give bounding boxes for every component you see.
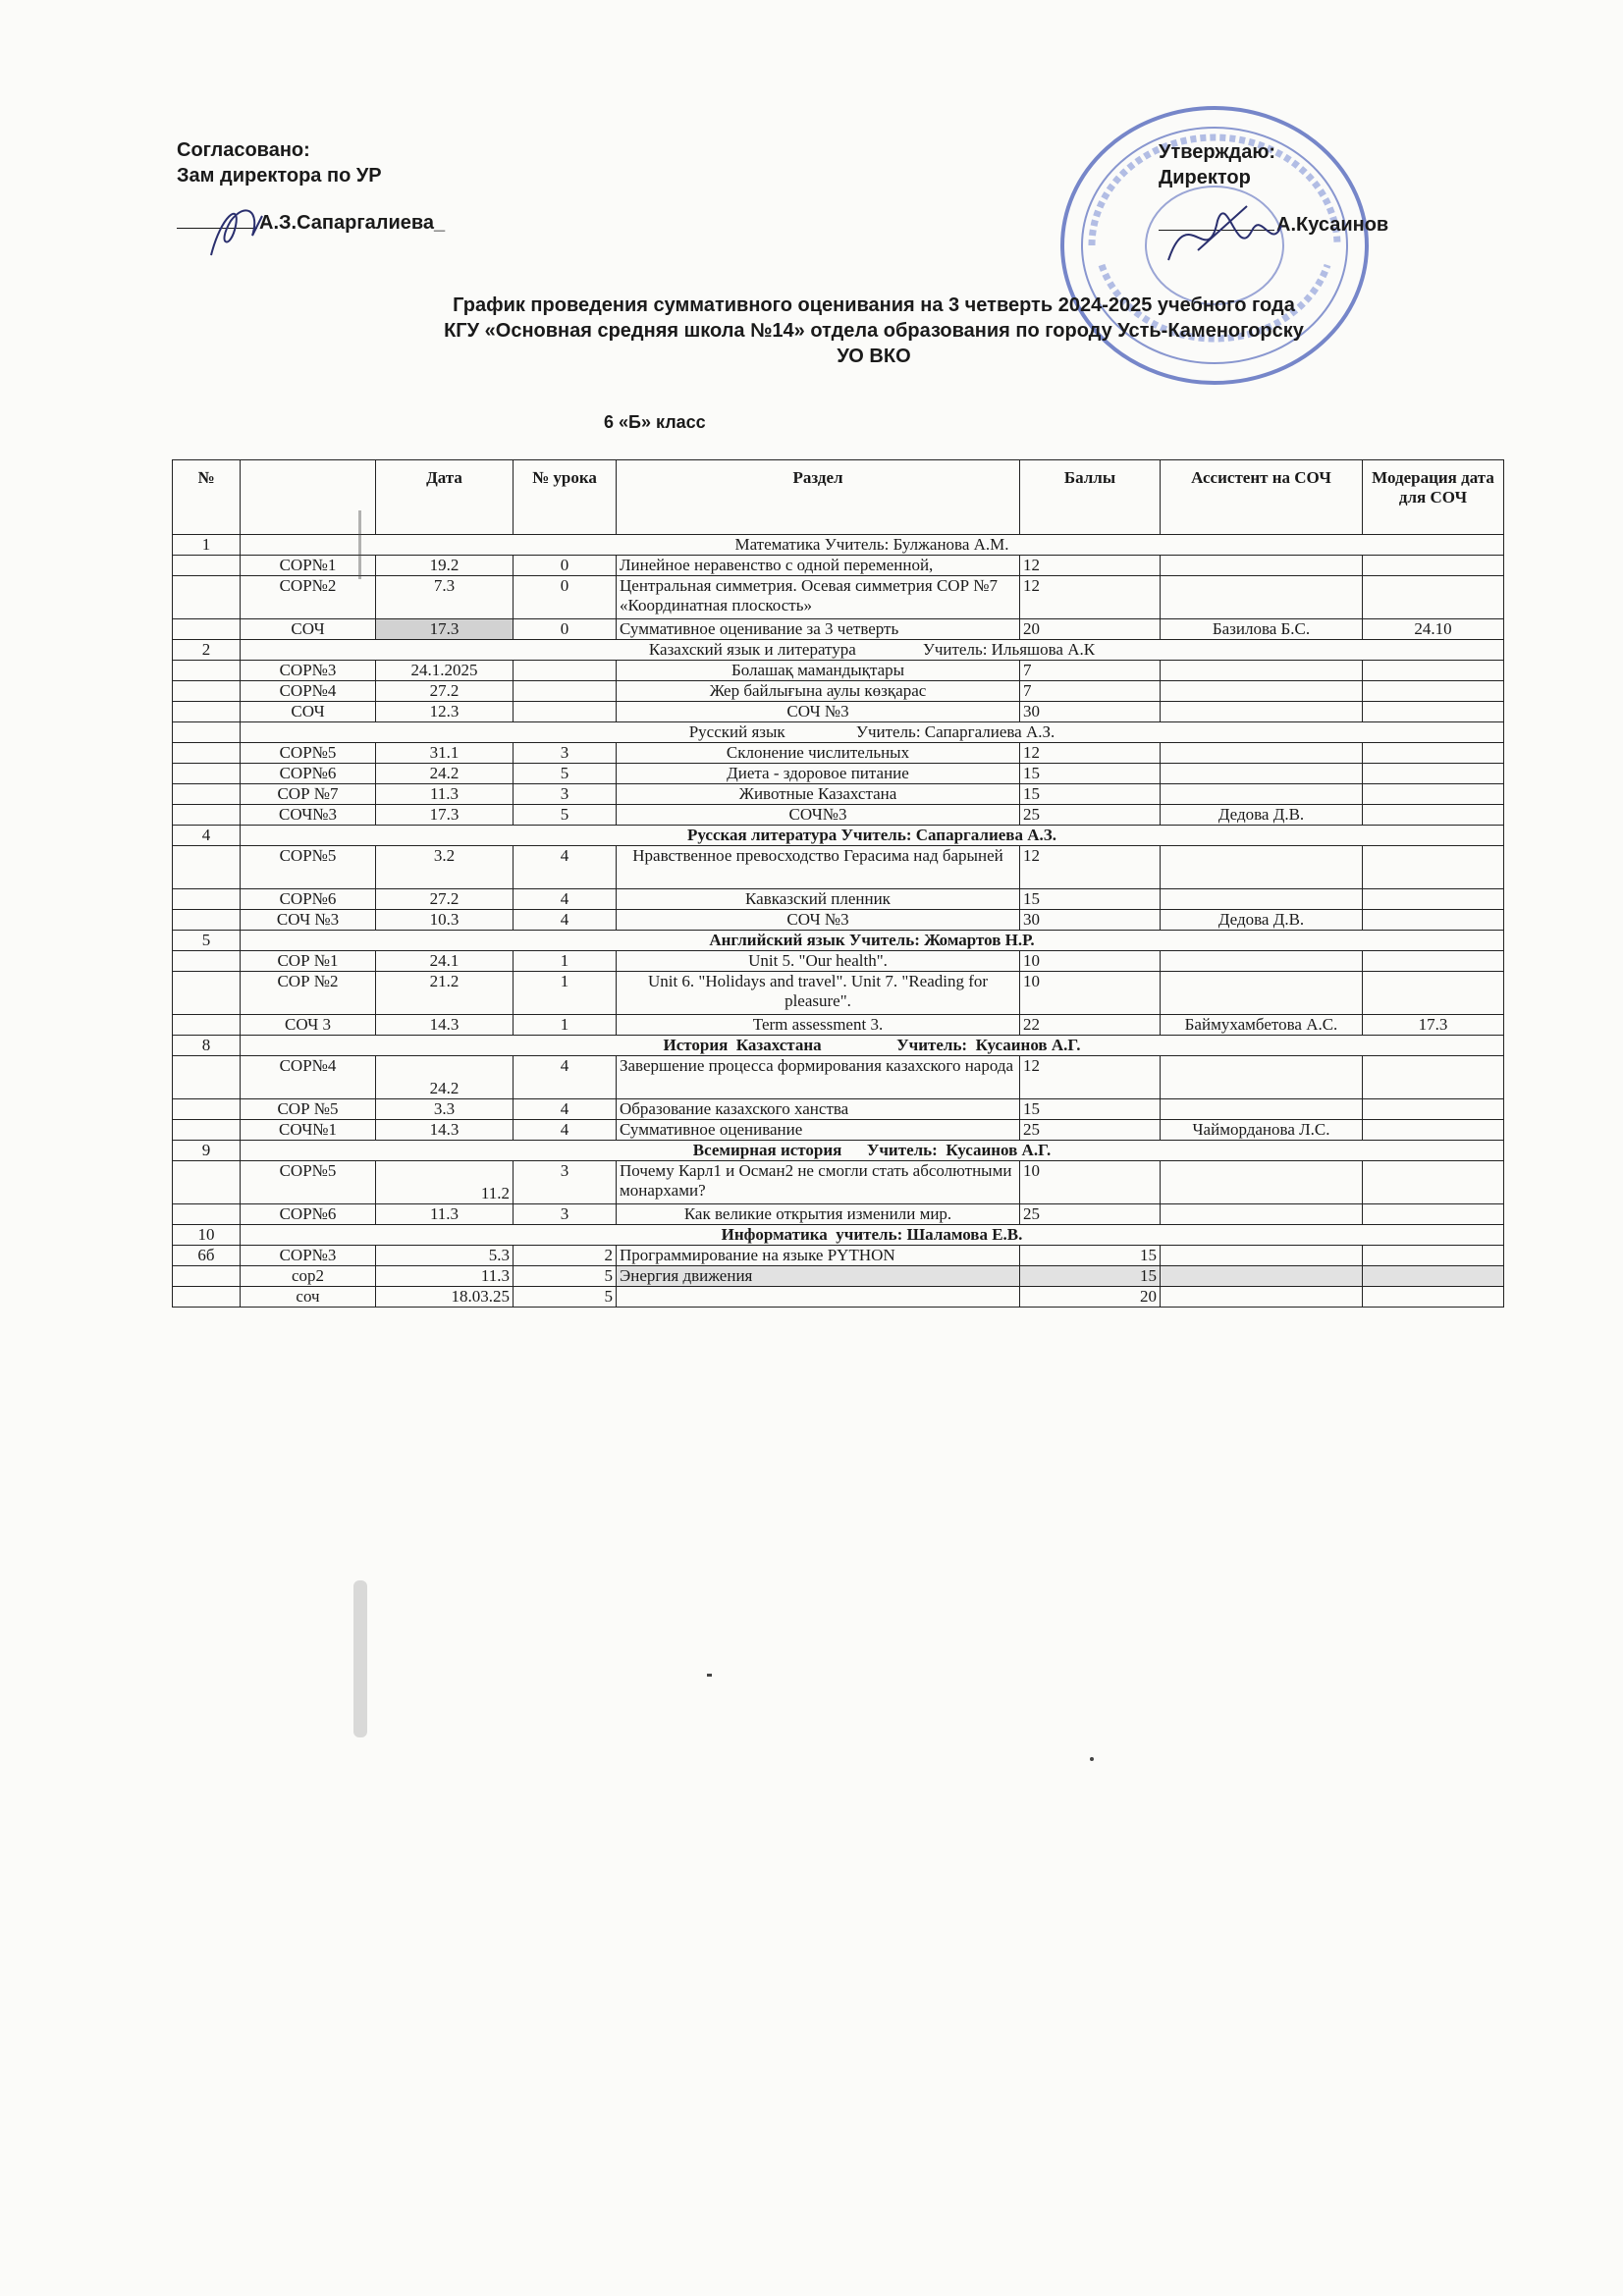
cell-date: 24.2 (376, 1056, 514, 1099)
cell-date: 27.2 (376, 681, 514, 702)
cell-lesson: 2 (514, 1246, 617, 1266)
class-label: 6 «Б» класс (604, 412, 706, 432)
cell-number (173, 1266, 241, 1287)
cell-assistant: Дедова Д.В. (1161, 910, 1363, 931)
table-row (173, 972, 1504, 1015)
cell-points: 10 (1020, 951, 1161, 972)
cell-topic: Unit 6. "Holidays and travel". Unit 7. "Reading for pleasure". (617, 972, 1020, 1015)
table-row (173, 1204, 1504, 1225)
approval-right-signer: А.Кусаинов (1276, 214, 1389, 236)
cell-lesson: 3 (514, 784, 617, 805)
cell-date: 11.2 (376, 1161, 514, 1204)
cell-points: 7 (1020, 681, 1161, 702)
cell-moderation (1363, 1120, 1504, 1141)
cell-topic: Суммативное оценивание (617, 1120, 1020, 1141)
cell-type: СОЧ№3 (241, 805, 376, 826)
cell-lesson: 4 (514, 846, 617, 889)
scan-artifact (1090, 1757, 1094, 1761)
cell-number (173, 1099, 241, 1120)
cell-points: 30 (1020, 910, 1161, 931)
subject-number: 4 (173, 826, 241, 846)
cell-number (173, 556, 241, 576)
header-moderation: Модерация дата для СОЧ (1363, 460, 1504, 535)
cell-assistant: Дедова Д.В. (1161, 805, 1363, 826)
cell-number (173, 1204, 241, 1225)
cell-lesson: 4 (514, 1099, 617, 1120)
table-row (173, 556, 1504, 576)
cell-type: СОР №7 (241, 784, 376, 805)
cell-type: СОЧ №3 (241, 910, 376, 931)
cell-number (173, 784, 241, 805)
cell-number (173, 1120, 241, 1141)
cell-type: СОР№5 (241, 1161, 376, 1204)
cell-topic: Линейное неравенство с одной переменной, (617, 556, 1020, 576)
cell-points: 10 (1020, 972, 1161, 1015)
table-row (173, 661, 1504, 681)
cell-topic: Unit 5. "Our health". (617, 951, 1020, 972)
cell-date: 3.3 (376, 1099, 514, 1120)
cell-assistant (1161, 1204, 1363, 1225)
cell-type: СОЧ 3 (241, 1015, 376, 1036)
cell-topic: Как великие открытия изменили мир. (617, 1204, 1020, 1225)
approval-left-position: Зам директора по УР (177, 165, 382, 187)
table-row (173, 1056, 1504, 1099)
header-assistant: Ассистент на СОЧ (1161, 460, 1363, 535)
cell-moderation (1363, 951, 1504, 972)
subject-row (173, 722, 1504, 743)
cell-type: СОЧ№1 (241, 1120, 376, 1141)
table-row (173, 576, 1504, 619)
cell-lesson (514, 702, 617, 722)
cell-points: 25 (1020, 1204, 1161, 1225)
cell-points: 7 (1020, 661, 1161, 681)
cell-assistant (1161, 972, 1363, 1015)
cell-moderation (1363, 556, 1504, 576)
cell-number (173, 1056, 241, 1099)
cell-type: соч (241, 1287, 376, 1308)
cell-moderation (1363, 910, 1504, 931)
cell-number (173, 619, 241, 640)
cell-topic: СОЧ№3 (617, 805, 1020, 826)
cell-points: 25 (1020, 805, 1161, 826)
cell-topic: Образование казахского ханства (617, 1099, 1020, 1120)
cell-moderation (1363, 576, 1504, 619)
cell-points: 30 (1020, 702, 1161, 722)
cell-date: 17.3 (376, 619, 514, 640)
cell-date: 17.3 (376, 805, 514, 826)
cell-number (173, 681, 241, 702)
cell-type: СОР№5 (241, 743, 376, 764)
cell-type: СОР№5 (241, 846, 376, 889)
table-row (173, 1246, 1504, 1266)
cell-lesson: 4 (514, 910, 617, 931)
table-body (173, 535, 1504, 1308)
cell-lesson: 0 (514, 576, 617, 619)
cell-points: 15 (1020, 1266, 1161, 1287)
cell-points: 25 (1020, 1120, 1161, 1141)
header-section: Раздел (617, 460, 1020, 535)
cell-number (173, 661, 241, 681)
cell-topic: Программирование на языке PYTHON (617, 1246, 1020, 1266)
table-row (173, 702, 1504, 722)
cell-number (173, 951, 241, 972)
subject-row (173, 640, 1504, 661)
cell-type: СОР№3 (241, 1246, 376, 1266)
cell-topic: Term assessment 3. (617, 1015, 1020, 1036)
cell-topic: Энергия движения (617, 1266, 1020, 1287)
cell-moderation (1363, 764, 1504, 784)
cell-date: 24.1.2025 (376, 661, 514, 681)
cell-lesson: 0 (514, 619, 617, 640)
cell-date: 7.3 (376, 576, 514, 619)
cell-topic: Нравственное превосходство Герасима над барыней (617, 846, 1020, 889)
document-title (295, 293, 1453, 369)
cell-lesson: 5 (514, 1287, 617, 1308)
signature-left-scribble (201, 196, 280, 265)
cell-assistant (1161, 889, 1363, 910)
header-points: Баллы (1020, 460, 1161, 535)
table-row (173, 1099, 1504, 1120)
cell-date: 21.2 (376, 972, 514, 1015)
table-row (173, 910, 1504, 931)
table-row (173, 764, 1504, 784)
cell-lesson: 0 (514, 556, 617, 576)
cell-moderation (1363, 661, 1504, 681)
cell-date: 14.3 (376, 1120, 514, 1141)
table-row (173, 1266, 1504, 1287)
approval-left-signer: А.З.Сапаргалиева_ (259, 212, 446, 234)
cell-date: 10.3 (376, 910, 514, 931)
cell-assistant (1161, 764, 1363, 784)
table-row (173, 889, 1504, 910)
cell-points: 15 (1020, 1246, 1161, 1266)
subject-number: 1 (173, 535, 241, 556)
cell-date: 11.3 (376, 1266, 514, 1287)
cell-lesson: 5 (514, 805, 617, 826)
cell-points: 22 (1020, 1015, 1161, 1036)
cell-lesson: 3 (514, 1204, 617, 1225)
cell-topic: Жер байлығына аулы көзқарас (617, 681, 1020, 702)
cell-points: 15 (1020, 889, 1161, 910)
title-line-3: УО ВКО (837, 346, 911, 367)
cell-assistant (1161, 846, 1363, 889)
cell-type: СОЧ (241, 702, 376, 722)
subject-number: 2 (173, 640, 241, 661)
subject-title: История Казахстана Учитель: Кусаинов А.Г. (241, 1036, 1504, 1056)
cell-assistant (1161, 576, 1363, 619)
cell-date: 31.1 (376, 743, 514, 764)
cell-topic: Суммативное оценивание за 3 четверть (617, 619, 1020, 640)
cell-topic: Центральная симметрия. Осевая симметрия СОР №7 «Координатная плоскость» (617, 576, 1020, 619)
cell-lesson: 3 (514, 743, 617, 764)
cell-type: СОР№4 (241, 681, 376, 702)
subject-number: 5 (173, 931, 241, 951)
cell-topic: Завершение процесса формирования казахского народа (617, 1056, 1020, 1099)
subject-row (173, 1036, 1504, 1056)
subject-title: Английский язык Учитель: Жомартов Н.Р. (241, 931, 1504, 951)
cell-points: 10 (1020, 1161, 1161, 1204)
cell-number (173, 1015, 241, 1036)
cell-topic (617, 1287, 1020, 1308)
cell-moderation (1363, 1287, 1504, 1308)
cell-assistant (1161, 1266, 1363, 1287)
cell-lesson (514, 661, 617, 681)
cell-assistant (1161, 784, 1363, 805)
cell-assistant (1161, 661, 1363, 681)
cell-number (173, 743, 241, 764)
cell-type: СОР№4 (241, 1056, 376, 1099)
cell-date: 11.3 (376, 784, 514, 805)
cell-type: СОР№6 (241, 1204, 376, 1225)
cell-assistant: Баймухамбетова А.С. (1161, 1015, 1363, 1036)
cell-type: СОЧ (241, 619, 376, 640)
cell-moderation (1363, 743, 1504, 764)
cell-moderation (1363, 846, 1504, 889)
approval-right-title: Утверждаю: (1159, 141, 1276, 163)
cell-assistant (1161, 1161, 1363, 1204)
cell-type: СОР №1 (241, 951, 376, 972)
cell-type: СОР№6 (241, 889, 376, 910)
table-row (173, 951, 1504, 972)
cell-moderation (1363, 702, 1504, 722)
scan-artifact (353, 1580, 367, 1737)
cell-lesson: 1 (514, 1015, 617, 1036)
table-row (173, 846, 1504, 889)
cell-date: 3.2 (376, 846, 514, 889)
title-line-2: КГУ «Основная средняя школа №14» отдела образования по городу Усть-Каменогорску (444, 320, 1304, 342)
cell-points: 12 (1020, 1056, 1161, 1099)
cell-type: СОР №5 (241, 1099, 376, 1120)
subject-title: Русская литература Учитель: Сапаргалиева А.З. (241, 826, 1504, 846)
cell-topic: Животные Казахстана (617, 784, 1020, 805)
cell-lesson: 5 (514, 764, 617, 784)
cell-number (173, 1287, 241, 1308)
cell-type: СОР №2 (241, 972, 376, 1015)
header-date: Дата (376, 460, 514, 535)
cell-topic: Склонение числительных (617, 743, 1020, 764)
cell-moderation (1363, 805, 1504, 826)
table-row (173, 1161, 1504, 1204)
cell-assistant (1161, 1246, 1363, 1266)
cell-topic: СОЧ №3 (617, 702, 1020, 722)
cell-topic: Болашақ мамандықтары (617, 661, 1020, 681)
cell-moderation (1363, 681, 1504, 702)
signature-right-scribble (1159, 191, 1286, 280)
header-lesson: № урока (514, 460, 617, 535)
cell-topic: СОЧ №3 (617, 910, 1020, 931)
cell-points: 12 (1020, 743, 1161, 764)
cell-date: 18.03.25 (376, 1287, 514, 1308)
cell-assistant (1161, 681, 1363, 702)
table-row (173, 805, 1504, 826)
table-row (173, 619, 1504, 640)
subject-title: Математика Учитель: Булжанова А.М. (241, 535, 1504, 556)
cell-moderation (1363, 972, 1504, 1015)
cell-number (173, 889, 241, 910)
cell-assistant (1161, 1056, 1363, 1099)
approval-right-position: Директор (1159, 167, 1251, 188)
cell-assistant (1161, 743, 1363, 764)
subject-number (173, 722, 241, 743)
cell-date: 5.3 (376, 1246, 514, 1266)
cell-assistant (1161, 1287, 1363, 1308)
subject-title: Всемирная история Учитель: Кусаинов А.Г. (241, 1141, 1504, 1161)
cell-points: 15 (1020, 764, 1161, 784)
subject-title: Казахский язык и литература Учитель: Ильяшова А.К (241, 640, 1504, 661)
cell-points: 12 (1020, 576, 1161, 619)
cell-type: сор2 (241, 1266, 376, 1287)
cell-assistant: Чайморданова Л.С. (1161, 1120, 1363, 1141)
cell-lesson: 4 (514, 1120, 617, 1141)
scan-artifact (707, 1674, 712, 1677)
title-line-1: График проведения суммативного оценивания на 3 четверть 2024-2025 учебного года (453, 294, 1295, 316)
cell-moderation (1363, 1161, 1504, 1204)
subject-row (173, 535, 1504, 556)
cell-points: 20 (1020, 1287, 1161, 1308)
cell-lesson: 3 (514, 1161, 617, 1204)
cell-assistant (1161, 1099, 1363, 1120)
cell-type: СОР№1 (241, 556, 376, 576)
cell-moderation (1363, 1099, 1504, 1120)
cell-moderation (1363, 1204, 1504, 1225)
scan-artifact (358, 510, 361, 579)
cell-lesson: 1 (514, 951, 617, 972)
cell-date: 12.3 (376, 702, 514, 722)
cell-assistant (1161, 951, 1363, 972)
cell-moderation (1363, 784, 1504, 805)
subject-title: Русский язык Учитель: Сапаргалиева А.З. (241, 722, 1504, 743)
cell-moderation (1363, 1056, 1504, 1099)
assessment-schedule-table (172, 459, 1504, 1308)
header-type (241, 460, 376, 535)
table-row (173, 681, 1504, 702)
cell-moderation (1363, 889, 1504, 910)
cell-lesson: 1 (514, 972, 617, 1015)
table-row (173, 1287, 1504, 1308)
cell-moderation: 17.3 (1363, 1015, 1504, 1036)
cell-number (173, 910, 241, 931)
cell-date: 24.2 (376, 764, 514, 784)
cell-number (173, 576, 241, 619)
subject-number: 8 (173, 1036, 241, 1056)
cell-number (173, 805, 241, 826)
cell-lesson (514, 681, 617, 702)
cell-points: 20 (1020, 619, 1161, 640)
header-number: № (173, 460, 241, 535)
cell-points: 15 (1020, 784, 1161, 805)
subject-row (173, 1141, 1504, 1161)
table-row (173, 1120, 1504, 1141)
subject-number: 9 (173, 1141, 241, 1161)
cell-date: 24.1 (376, 951, 514, 972)
cell-lesson: 4 (514, 889, 617, 910)
table-row (173, 743, 1504, 764)
cell-points: 12 (1020, 556, 1161, 576)
subject-row (173, 931, 1504, 951)
cell-assistant (1161, 556, 1363, 576)
subject-number: 10 (173, 1225, 241, 1246)
cell-moderation: 24.10 (1363, 619, 1504, 640)
cell-date: 27.2 (376, 889, 514, 910)
cell-date: 14.3 (376, 1015, 514, 1036)
cell-number (173, 702, 241, 722)
cell-lesson: 4 (514, 1056, 617, 1099)
cell-moderation (1363, 1246, 1504, 1266)
approval-left-title: Согласовано: (177, 139, 310, 161)
subject-row (173, 1225, 1504, 1246)
cell-points: 12 (1020, 846, 1161, 889)
table-header-row (173, 460, 1504, 535)
cell-type: СОР№6 (241, 764, 376, 784)
cell-topic: Диета - здоровое питание (617, 764, 1020, 784)
cell-type: СОР№3 (241, 661, 376, 681)
cell-date: 19.2 (376, 556, 514, 576)
cell-number (173, 846, 241, 889)
cell-moderation (1363, 1266, 1504, 1287)
cell-number (173, 1161, 241, 1204)
cell-topic: Кавказский пленник (617, 889, 1020, 910)
cell-number (173, 972, 241, 1015)
cell-lesson: 5 (514, 1266, 617, 1287)
cell-number (173, 764, 241, 784)
subject-title: Информатика учитель: Шаламова Е.В. (241, 1225, 1504, 1246)
cell-assistant: Базилова Б.С. (1161, 619, 1363, 640)
cell-topic: Почему Карл1 и Осман2 не смогли стать абсолютными монархами? (617, 1161, 1020, 1204)
cell-type: СОР№2 (241, 576, 376, 619)
cell-points: 15 (1020, 1099, 1161, 1120)
subject-row (173, 826, 1504, 846)
cell-number: 6б (173, 1246, 241, 1266)
cell-assistant (1161, 702, 1363, 722)
table-row (173, 1015, 1504, 1036)
table-row (173, 784, 1504, 805)
cell-date: 11.3 (376, 1204, 514, 1225)
